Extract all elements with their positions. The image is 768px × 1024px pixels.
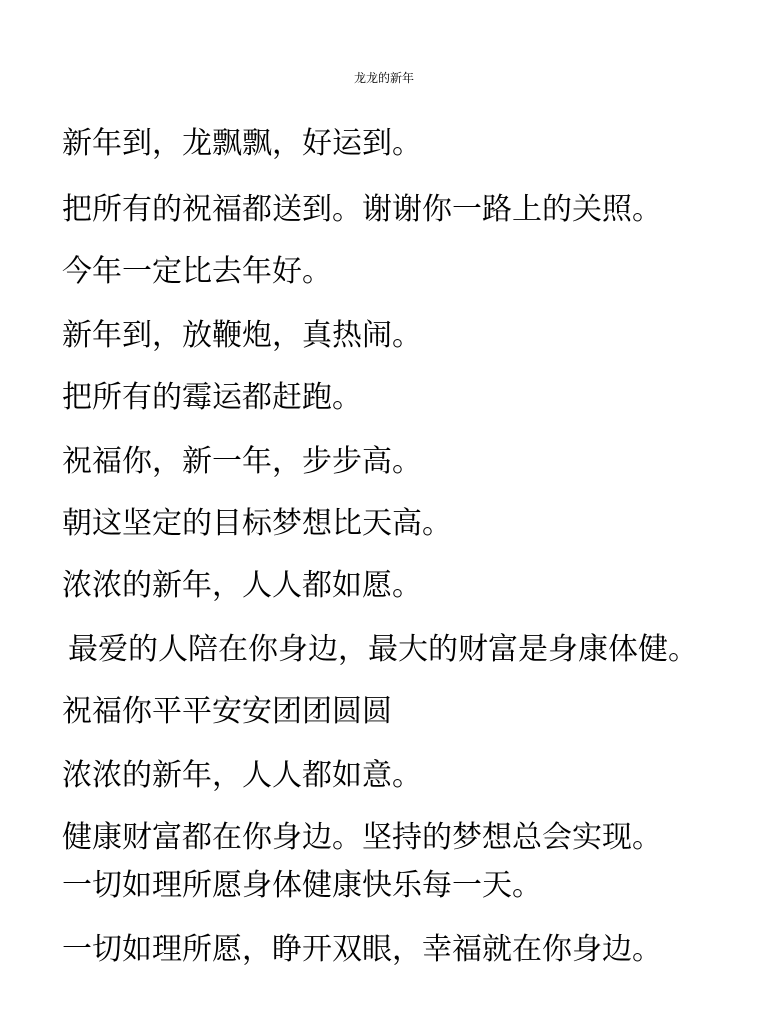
text-line: 朝这坚定的目标梦想比天高。 — [62, 506, 452, 541]
text-line: 新年到，龙飘飘，好运到。 — [62, 126, 422, 161]
text-line: 健康财富都在你身边。坚持的梦想总会实现。 — [62, 820, 662, 855]
text-line: 一切如理所愿身体健康快乐每一天。 — [62, 868, 542, 903]
text-line: 把所有的祝福都送到。谢谢你一路上的关照。 — [62, 192, 662, 227]
text-line: 把所有的霉运都赶跑。 — [62, 380, 362, 415]
text-line: 祝福你平平安安团团圆圆 — [62, 694, 392, 729]
text-line: 浓浓的新年，人人都如意。 — [62, 758, 422, 793]
document-title: 龙龙的新年 — [353, 71, 414, 85]
text-line: 最爱的人陪在你身边，最大的财富是身康体健。 — [68, 632, 698, 667]
text-line: 浓浓的新年，人人都如愿。 — [62, 568, 422, 603]
text-line: 今年一定比去年好。 — [62, 254, 332, 289]
text-line: 一切如理所愿，睁开双眼，幸福就在你身边。 — [62, 932, 662, 967]
text-line: 新年到，放鞭炮，真热闹。 — [62, 318, 422, 353]
text-line: 祝福你，新一年，步步高。 — [62, 444, 422, 479]
